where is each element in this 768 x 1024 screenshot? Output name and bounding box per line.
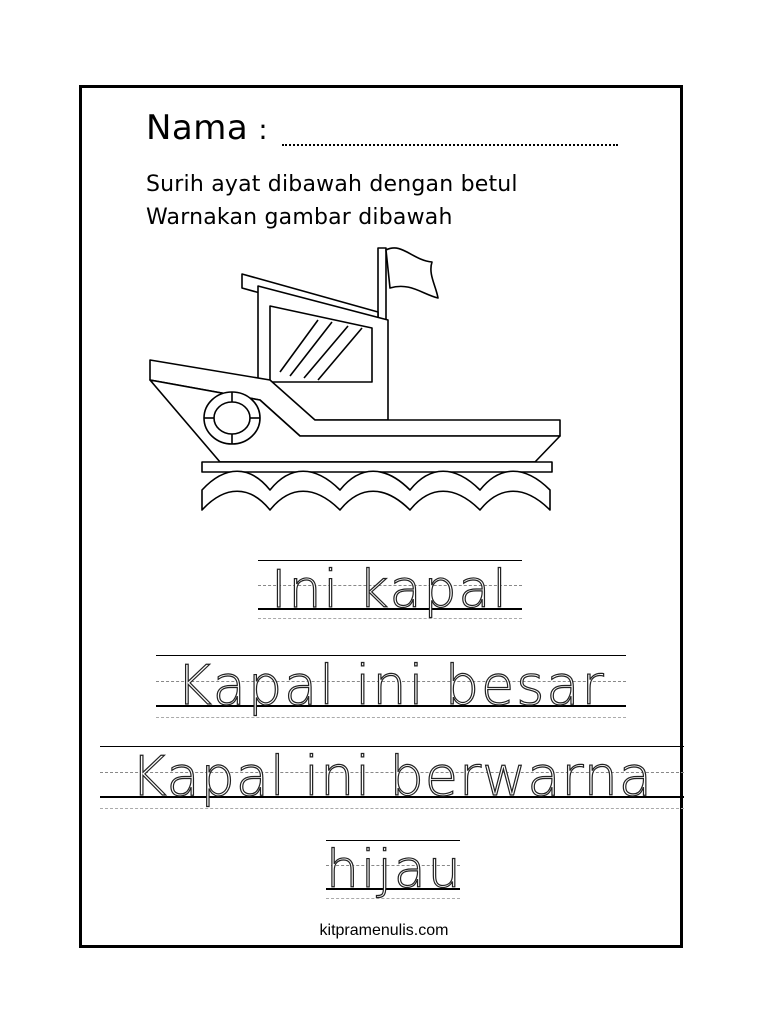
trace-line-2 bbox=[156, 654, 626, 717]
life-ring-icon bbox=[204, 392, 260, 444]
name-label: Nama bbox=[146, 108, 249, 148]
trace-line-4 bbox=[326, 840, 463, 900]
water-waves bbox=[202, 462, 552, 510]
boat-illustration bbox=[140, 240, 590, 520]
footer-website: kitpramenulis.com bbox=[319, 922, 449, 939]
instruction-trace: Surih ayat dibawah dengan betul bbox=[146, 172, 518, 197]
name-blank-line bbox=[282, 144, 618, 146]
name-colon: : bbox=[258, 113, 268, 146]
trace-text-3: Kapal ini berwarna bbox=[130, 745, 653, 808]
trace-text-2: Kapal ini besar bbox=[176, 654, 606, 717]
name-row bbox=[146, 108, 268, 148]
trace-text-1: Ini kapal bbox=[271, 560, 509, 620]
trace-text-4: hijau bbox=[326, 840, 463, 900]
trace-line-3 bbox=[100, 745, 684, 808]
instruction-color: Warnakan gambar dibawah bbox=[146, 205, 453, 230]
flag-icon bbox=[378, 248, 438, 326]
trace-line-1 bbox=[258, 560, 522, 620]
